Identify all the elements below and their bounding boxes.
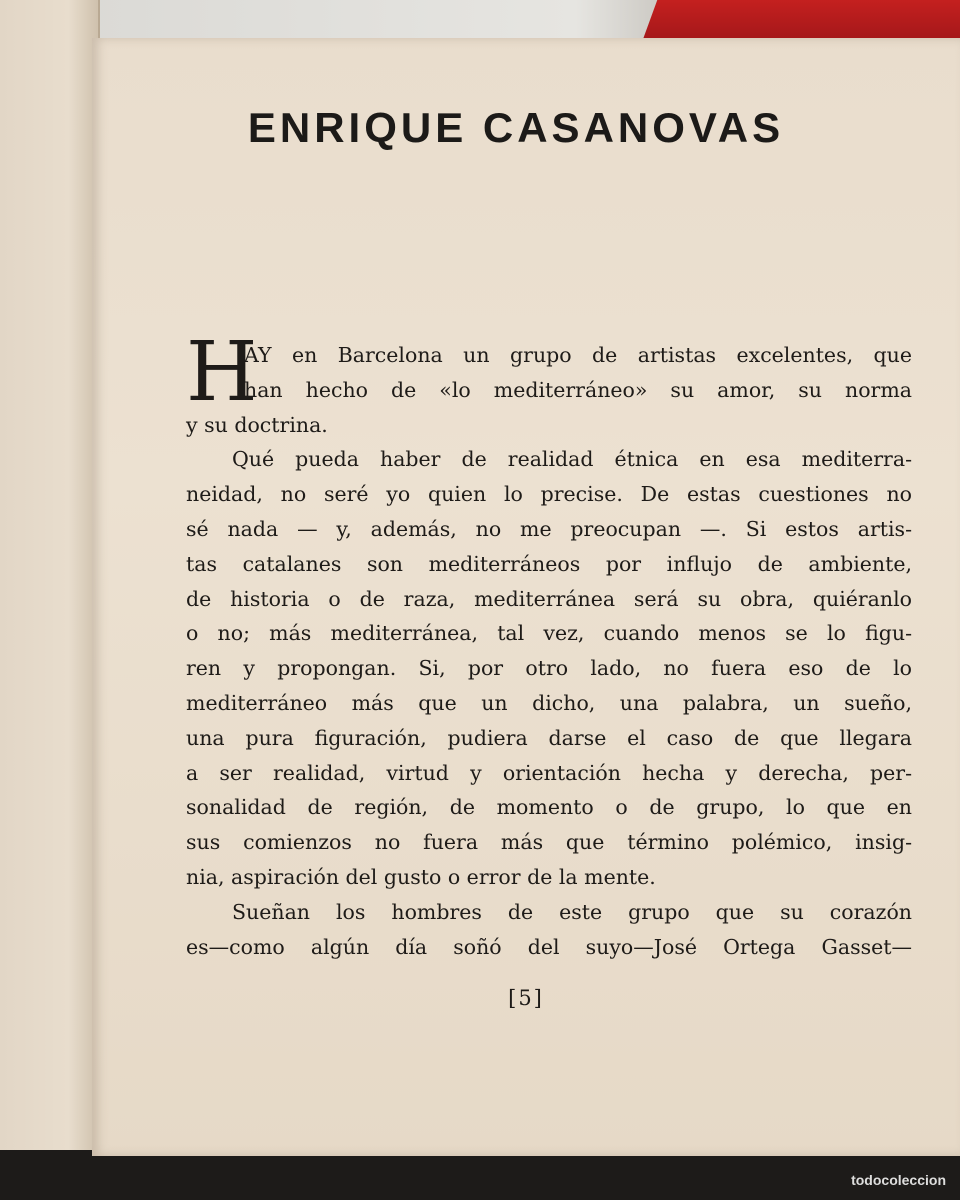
text-line: sé nada — y, además, no me preocupan —. Si estos artis- [186,516,912,541]
text-line: de historia o de raza, mediterránea será su obra, quiéranlo [186,586,912,611]
text-line: tas catalanes son mediterráneos por influjo de ambiente, [186,551,912,576]
text-line: ren y propongan. Si, por otro lado, no fuera eso de lo [186,656,912,681]
body-text [186,325,912,964]
text-line: nia, aspiración del gusto o error de la mente. [186,864,656,889]
drop-cap: H [186,325,258,420]
text-line: AY en Barcelona un grupo de artistas excelentes, que [244,343,912,367]
watermark-logo: todocoleccion [851,1172,946,1188]
text-line: y su doctrina. [186,412,328,437]
text-line: han hecho de «lo mediterráneo» su amor, su norma [244,377,912,402]
text-line: Sueñan los hombres de este grupo que su corazón [232,899,912,924]
book-bottom-edge [0,1150,960,1200]
text-line: una pura figuración, pudiera darse el caso de que llegara [186,725,912,750]
text-line: es—como algún día soñó del suyo—José Ortega Gasset— [186,934,912,959]
paragraph-3 [186,895,912,965]
text-line: a ser realidad, virtud y orientación hecha y derecha, per- [186,760,912,785]
page-title: ENRIQUE CASANOVAS [247,104,785,151]
facing-page-edge [0,0,100,1200]
page-number: [5] [508,986,544,1010]
text-line: sus comienzos no fuera más que término polémico, insig- [186,830,912,855]
text-line: Qué pueda haber de realidad étnica en esa mediterra- [232,447,912,472]
paragraph-2 [186,442,912,894]
paragraph-1 [186,325,912,442]
book-page [92,38,960,1156]
text-line: mediterráneo más que un dicho, una palabra, un sueño, [186,690,912,715]
text-line: neidad, no seré yo quien lo precise. De estas cuestiones no [186,482,912,507]
red-book-cover [643,0,960,40]
text-line: o no; más mediterránea, tal vez, cuando menos se lo figu- [186,621,912,646]
text-line: sonalidad de región, de momento o de grupo, lo que en [186,795,912,820]
